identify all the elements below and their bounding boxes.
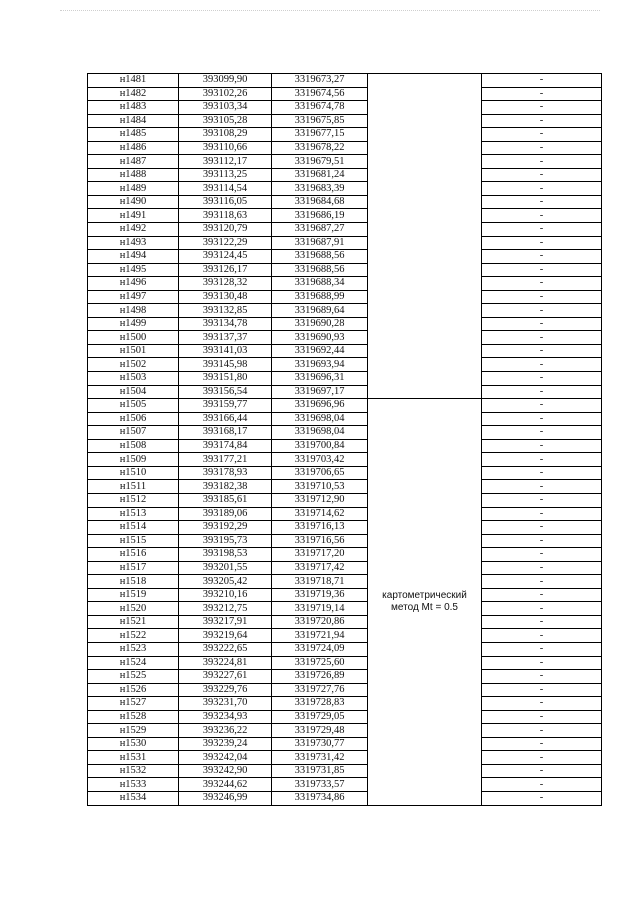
table-row	[88, 304, 602, 318]
x-coordinate-cell: 393198,53	[179, 548, 272, 562]
table-row	[88, 74, 602, 88]
y-coordinate-cell: 3319692,44	[272, 344, 368, 358]
point-id-cell: н1490	[88, 195, 179, 209]
x-coordinate-cell: 393246,99	[179, 791, 272, 805]
point-id-cell: н1534	[88, 791, 179, 805]
y-coordinate-cell: 3319720,86	[272, 615, 368, 629]
note-cell: -	[482, 751, 602, 765]
x-coordinate-cell: 393116,05	[179, 195, 272, 209]
note-cell: -	[482, 615, 602, 629]
point-id-cell: н1514	[88, 521, 179, 535]
table-row	[88, 778, 602, 792]
x-coordinate-cell: 393122,29	[179, 236, 272, 250]
table-row	[88, 521, 602, 535]
x-coordinate-cell: 393156,54	[179, 385, 272, 399]
note-cell: -	[482, 87, 602, 101]
table-row	[88, 493, 602, 507]
note-cell: -	[482, 656, 602, 670]
table-row	[88, 588, 602, 602]
point-id-cell: н1508	[88, 439, 179, 453]
point-id-cell: н1529	[88, 724, 179, 738]
x-coordinate-cell: 393192,29	[179, 521, 272, 535]
point-id-cell: н1485	[88, 128, 179, 142]
x-coordinate-cell: 393177,21	[179, 453, 272, 467]
note-cell: -	[482, 223, 602, 237]
y-coordinate-cell: 3319687,27	[272, 223, 368, 237]
x-coordinate-cell: 393168,17	[179, 426, 272, 440]
table-row	[88, 683, 602, 697]
note-cell: -	[482, 344, 602, 358]
coordinates-table-body	[88, 74, 602, 806]
table-row	[88, 642, 602, 656]
y-coordinate-cell: 3319717,20	[272, 548, 368, 562]
point-id-cell: н1491	[88, 209, 179, 223]
x-coordinate-cell: 393212,75	[179, 602, 272, 616]
x-coordinate-cell: 393099,90	[179, 74, 272, 88]
point-id-cell: н1505	[88, 399, 179, 413]
point-id-cell: н1504	[88, 385, 179, 399]
x-coordinate-cell: 393195,73	[179, 534, 272, 548]
point-id-cell: н1499	[88, 317, 179, 331]
x-coordinate-cell: 393102,26	[179, 87, 272, 101]
y-coordinate-cell: 3319734,86	[272, 791, 368, 805]
note-cell: -	[482, 168, 602, 182]
point-id-cell: н1493	[88, 236, 179, 250]
point-id-cell: н1510	[88, 466, 179, 480]
x-coordinate-cell: 393210,16	[179, 588, 272, 602]
y-coordinate-cell: 3319688,99	[272, 290, 368, 304]
y-coordinate-cell: 3319712,90	[272, 493, 368, 507]
table-row	[88, 331, 602, 345]
y-coordinate-cell: 3319724,09	[272, 642, 368, 656]
point-id-cell: н1526	[88, 683, 179, 697]
note-cell: -	[482, 331, 602, 345]
y-coordinate-cell: 3319729,05	[272, 710, 368, 724]
x-coordinate-cell: 393189,06	[179, 507, 272, 521]
point-id-cell: н1520	[88, 602, 179, 616]
note-cell: -	[482, 548, 602, 562]
table-row	[88, 751, 602, 765]
y-coordinate-cell: 3319729,48	[272, 724, 368, 738]
table-row	[88, 101, 602, 115]
note-cell: -	[482, 250, 602, 264]
note-cell: -	[482, 791, 602, 805]
point-id-cell: н1502	[88, 358, 179, 372]
y-coordinate-cell: 3319733,57	[272, 778, 368, 792]
point-id-cell: н1515	[88, 534, 179, 548]
y-coordinate-cell: 3319687,91	[272, 236, 368, 250]
y-coordinate-cell: 3319718,71	[272, 575, 368, 589]
x-coordinate-cell: 393159,77	[179, 399, 272, 413]
note-cell: -	[482, 290, 602, 304]
method-cell	[368, 399, 482, 805]
y-coordinate-cell: 3319693,94	[272, 358, 368, 372]
x-coordinate-cell: 393112,17	[179, 155, 272, 169]
y-coordinate-cell: 3319689,64	[272, 304, 368, 318]
y-coordinate-cell: 3319684,68	[272, 195, 368, 209]
y-coordinate-cell: 3319731,85	[272, 764, 368, 778]
y-coordinate-cell: 3319716,56	[272, 534, 368, 548]
y-coordinate-cell: 3319681,24	[272, 168, 368, 182]
point-id-cell: н1516	[88, 548, 179, 562]
point-id-cell: н1532	[88, 764, 179, 778]
y-coordinate-cell: 3319688,34	[272, 277, 368, 291]
table-row	[88, 697, 602, 711]
x-coordinate-cell: 393130,48	[179, 290, 272, 304]
point-id-cell: н1527	[88, 697, 179, 711]
x-coordinate-cell: 393244,62	[179, 778, 272, 792]
note-cell: -	[482, 683, 602, 697]
table-row	[88, 737, 602, 751]
x-coordinate-cell: 393118,63	[179, 209, 272, 223]
table-row	[88, 480, 602, 494]
method-accuracy: метод Mt = 0.5	[391, 601, 458, 613]
table-row	[88, 182, 602, 196]
table-row	[88, 277, 602, 291]
x-coordinate-cell: 393201,55	[179, 561, 272, 575]
table-row	[88, 317, 602, 331]
point-id-cell: н1506	[88, 412, 179, 426]
y-coordinate-cell: 3319696,31	[272, 372, 368, 386]
table-row	[88, 710, 602, 724]
point-id-cell: н1489	[88, 182, 179, 196]
note-cell: -	[482, 358, 602, 372]
point-id-cell: н1483	[88, 101, 179, 115]
point-id-cell: н1512	[88, 493, 179, 507]
method-cell-empty	[368, 74, 482, 399]
y-coordinate-cell: 3319690,28	[272, 317, 368, 331]
point-id-cell: н1522	[88, 629, 179, 643]
x-coordinate-cell: 393134,78	[179, 317, 272, 331]
note-cell: -	[482, 480, 602, 494]
y-coordinate-cell: 3319696,96	[272, 399, 368, 413]
table-row	[88, 575, 602, 589]
note-cell: -	[482, 629, 602, 643]
note-cell: -	[482, 602, 602, 616]
table-row	[88, 629, 602, 643]
y-coordinate-cell: 3319731,42	[272, 751, 368, 765]
coordinates-table	[87, 73, 602, 806]
point-id-cell: н1511	[88, 480, 179, 494]
note-cell: -	[482, 182, 602, 196]
y-coordinate-cell: 3319679,51	[272, 155, 368, 169]
note-cell: -	[482, 277, 602, 291]
note-cell: -	[482, 575, 602, 589]
x-coordinate-cell: 393120,79	[179, 223, 272, 237]
x-coordinate-cell: 393110,66	[179, 141, 272, 155]
point-id-cell: н1497	[88, 290, 179, 304]
y-coordinate-cell: 3319703,42	[272, 453, 368, 467]
y-coordinate-cell: 3319690,93	[272, 331, 368, 345]
point-id-cell: н1486	[88, 141, 179, 155]
note-cell: -	[482, 195, 602, 209]
table-row	[88, 209, 602, 223]
note-cell: -	[482, 507, 602, 521]
table-row	[88, 426, 602, 440]
point-id-cell: н1513	[88, 507, 179, 521]
y-coordinate-cell: 3319698,04	[272, 412, 368, 426]
note-cell: -	[482, 155, 602, 169]
x-coordinate-cell: 393236,22	[179, 724, 272, 738]
note-cell: -	[482, 426, 602, 440]
y-coordinate-cell: 3319730,77	[272, 737, 368, 751]
method-name: картометрический	[382, 589, 467, 601]
point-id-cell: н1501	[88, 344, 179, 358]
table-row	[88, 412, 602, 426]
point-id-cell: н1523	[88, 642, 179, 656]
x-coordinate-cell: 393103,34	[179, 101, 272, 115]
point-id-cell: н1507	[88, 426, 179, 440]
note-cell: -	[482, 304, 602, 318]
note-cell: -	[482, 209, 602, 223]
table-row	[88, 223, 602, 237]
point-id-cell: н1484	[88, 114, 179, 128]
note-cell: -	[482, 521, 602, 535]
table-row	[88, 372, 602, 386]
y-coordinate-cell: 3319728,83	[272, 697, 368, 711]
note-cell: -	[482, 385, 602, 399]
note-cell: -	[482, 737, 602, 751]
scan-artifact-top	[60, 10, 600, 15]
note-cell: -	[482, 453, 602, 467]
note-cell: -	[482, 114, 602, 128]
table-row	[88, 507, 602, 521]
note-cell: -	[482, 561, 602, 575]
x-coordinate-cell: 393229,76	[179, 683, 272, 697]
note-cell: -	[482, 764, 602, 778]
table-row	[88, 439, 602, 453]
point-id-cell: н1495	[88, 263, 179, 277]
y-coordinate-cell: 3319683,39	[272, 182, 368, 196]
point-id-cell: н1503	[88, 372, 179, 386]
table-row	[88, 670, 602, 684]
x-coordinate-cell: 393126,17	[179, 263, 272, 277]
table-row	[88, 791, 602, 805]
table-row	[88, 141, 602, 155]
x-coordinate-cell: 393174,84	[179, 439, 272, 453]
note-cell: -	[482, 534, 602, 548]
table-row	[88, 195, 602, 209]
point-id-cell: н1521	[88, 615, 179, 629]
point-id-cell: н1500	[88, 331, 179, 345]
note-cell: -	[482, 724, 602, 738]
point-id-cell: н1525	[88, 670, 179, 684]
x-coordinate-cell: 393105,28	[179, 114, 272, 128]
x-coordinate-cell: 393141,03	[179, 344, 272, 358]
y-coordinate-cell: 3319714,62	[272, 507, 368, 521]
x-coordinate-cell: 393108,29	[179, 128, 272, 142]
table-row	[88, 344, 602, 358]
point-id-cell: н1509	[88, 453, 179, 467]
note-cell: -	[482, 399, 602, 413]
point-id-cell: н1481	[88, 74, 179, 88]
point-id-cell: н1524	[88, 656, 179, 670]
point-id-cell: н1531	[88, 751, 179, 765]
y-coordinate-cell: 3319674,78	[272, 101, 368, 115]
x-coordinate-cell: 393242,90	[179, 764, 272, 778]
x-coordinate-cell: 393222,65	[179, 642, 272, 656]
table-row	[88, 764, 602, 778]
note-cell: -	[482, 697, 602, 711]
table-row	[88, 87, 602, 101]
x-coordinate-cell: 393145,98	[179, 358, 272, 372]
note-cell: -	[482, 101, 602, 115]
y-coordinate-cell: 3319698,04	[272, 426, 368, 440]
table-row	[88, 548, 602, 562]
y-coordinate-cell: 3319697,17	[272, 385, 368, 399]
note-cell: -	[482, 263, 602, 277]
note-cell: -	[482, 493, 602, 507]
x-coordinate-cell: 393185,61	[179, 493, 272, 507]
x-coordinate-cell: 393137,37	[179, 331, 272, 345]
y-coordinate-cell: 3319688,56	[272, 263, 368, 277]
table-row	[88, 385, 602, 399]
note-cell: -	[482, 412, 602, 426]
y-coordinate-cell: 3319726,89	[272, 670, 368, 684]
note-cell: -	[482, 710, 602, 724]
table-row	[88, 656, 602, 670]
table-row	[88, 399, 602, 413]
y-coordinate-cell: 3319678,22	[272, 141, 368, 155]
y-coordinate-cell: 3319719,14	[272, 602, 368, 616]
x-coordinate-cell: 393132,85	[179, 304, 272, 318]
point-id-cell: н1496	[88, 277, 179, 291]
x-coordinate-cell: 393166,44	[179, 412, 272, 426]
y-coordinate-cell: 3319700,84	[272, 439, 368, 453]
x-coordinate-cell: 393182,38	[179, 480, 272, 494]
x-coordinate-cell: 393224,81	[179, 656, 272, 670]
note-cell: -	[482, 317, 602, 331]
y-coordinate-cell: 3319675,85	[272, 114, 368, 128]
point-id-cell: н1519	[88, 588, 179, 602]
note-cell: -	[482, 74, 602, 88]
table-row	[88, 615, 602, 629]
x-coordinate-cell: 393227,61	[179, 670, 272, 684]
x-coordinate-cell: 393217,91	[179, 615, 272, 629]
y-coordinate-cell: 3319688,56	[272, 250, 368, 264]
y-coordinate-cell: 3319717,42	[272, 561, 368, 575]
x-coordinate-cell: 393219,64	[179, 629, 272, 643]
point-id-cell: н1518	[88, 575, 179, 589]
x-coordinate-cell: 393151,80	[179, 372, 272, 386]
table-row	[88, 534, 602, 548]
point-id-cell: н1517	[88, 561, 179, 575]
point-id-cell: н1492	[88, 223, 179, 237]
note-cell: -	[482, 778, 602, 792]
table-row	[88, 114, 602, 128]
table-row	[88, 561, 602, 575]
table-row	[88, 155, 602, 169]
y-coordinate-cell: 3319721,94	[272, 629, 368, 643]
note-cell: -	[482, 128, 602, 142]
point-id-cell: н1528	[88, 710, 179, 724]
x-coordinate-cell: 393114,54	[179, 182, 272, 196]
x-coordinate-cell: 393234,93	[179, 710, 272, 724]
point-id-cell: н1487	[88, 155, 179, 169]
note-cell: -	[482, 670, 602, 684]
table-row	[88, 358, 602, 372]
table-row	[88, 466, 602, 480]
table-row	[88, 290, 602, 304]
note-cell: -	[482, 236, 602, 250]
x-coordinate-cell: 393231,70	[179, 697, 272, 711]
x-coordinate-cell: 393242,04	[179, 751, 272, 765]
note-cell: -	[482, 141, 602, 155]
table-row	[88, 168, 602, 182]
table-row	[88, 602, 602, 616]
table-row	[88, 724, 602, 738]
table-row	[88, 453, 602, 467]
table-row	[88, 128, 602, 142]
table-row	[88, 250, 602, 264]
point-id-cell: н1533	[88, 778, 179, 792]
x-coordinate-cell: 393239,24	[179, 737, 272, 751]
note-cell: -	[482, 439, 602, 453]
point-id-cell: н1498	[88, 304, 179, 318]
y-coordinate-cell: 3319673,27	[272, 74, 368, 88]
note-cell: -	[482, 372, 602, 386]
y-coordinate-cell: 3319716,13	[272, 521, 368, 535]
x-coordinate-cell: 393128,32	[179, 277, 272, 291]
x-coordinate-cell: 393113,25	[179, 168, 272, 182]
point-id-cell: н1482	[88, 87, 179, 101]
point-id-cell: н1494	[88, 250, 179, 264]
y-coordinate-cell: 3319727,76	[272, 683, 368, 697]
note-cell: -	[482, 642, 602, 656]
y-coordinate-cell: 3319706,65	[272, 466, 368, 480]
y-coordinate-cell: 3319725,60	[272, 656, 368, 670]
note-cell: -	[482, 588, 602, 602]
y-coordinate-cell: 3319686,19	[272, 209, 368, 223]
point-id-cell: н1530	[88, 737, 179, 751]
table-row	[88, 263, 602, 277]
table-row	[88, 236, 602, 250]
x-coordinate-cell: 393124,45	[179, 250, 272, 264]
x-coordinate-cell: 393178,93	[179, 466, 272, 480]
y-coordinate-cell: 3319677,15	[272, 128, 368, 142]
y-coordinate-cell: 3319674,56	[272, 87, 368, 101]
y-coordinate-cell: 3319719,36	[272, 588, 368, 602]
x-coordinate-cell: 393205,42	[179, 575, 272, 589]
point-id-cell: н1488	[88, 168, 179, 182]
note-cell: -	[482, 466, 602, 480]
y-coordinate-cell: 3319710,53	[272, 480, 368, 494]
